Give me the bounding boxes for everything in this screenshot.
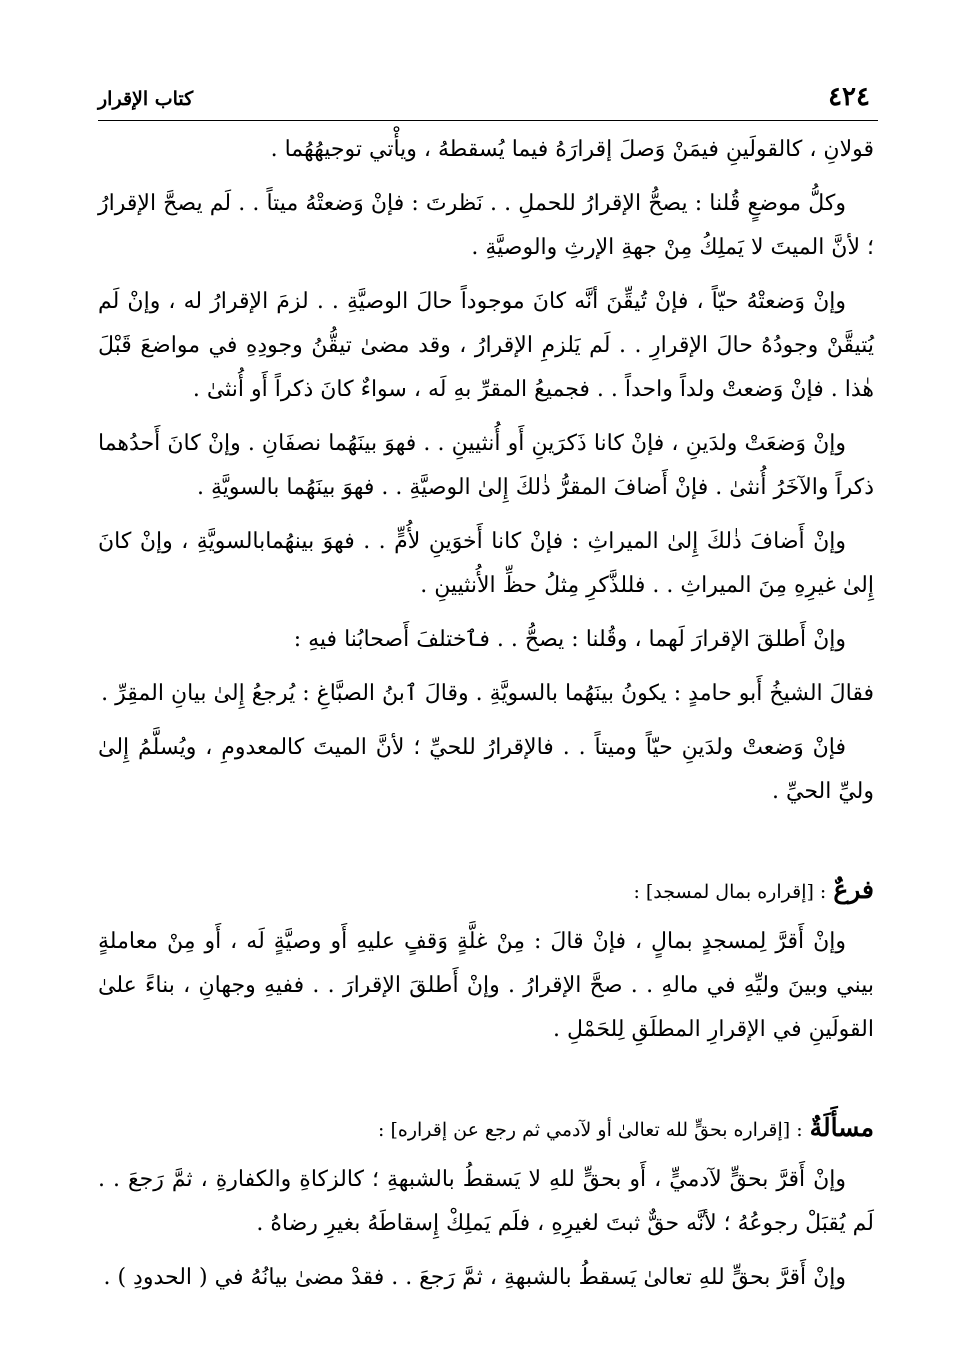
paragraph: وإنْ أَضافَ ذٰلكَ إِلىٰ الميراثِ : فإنْ كانا أَخوَينِ لأُمٍّ . . فهوَ بينهُمابالسويَّةِ ، وإنْ كانَ إِلىٰ غيرِهِ مِنَ الميراثِ . . فللذَّكرِ مِثلُ حظِّ الأُنثيينِ .: [98, 529, 874, 598]
paragraph: وإنْ أَطلقَ الإقرارَ لَهما ، وقُلنا : يصحُّ . . فٱختلفَ أَصحابُنا فيهِ :: [293, 627, 846, 652]
section-heading-issue: [98, 1106, 874, 1152]
section-spacer: [98, 824, 874, 868]
paragraph: وإنْ أَقرَّ لِمسجدٍ بمالٍ ، فإنْ قالَ : مِنْ غلَّةٍ وَقفٍ عليهِ أَو وصيَّةٍ لَه ، أَو مِنْ معاملةٍ بيني وبينَ وليِّهِ في مالهِ . . صحَّ الإقرارُ . وإنْ أَطلقَ الإقرارَ . . ففيهِ وجهانِ ، بناءً علىٰ القولَينِ في الإقرارِ المطلَقِ لِلحَمْلِ .: [98, 929, 874, 1042]
paragraph: فإنْ وَضعتْ ولدَينِ حيّاً وميتاً . . فالإقرارُ للحيِّ ؛ لأنَّ الميتَ كالمعدومِ ، ويُسلَّمُ إِلىٰ وليِّ الحيِّ .: [98, 735, 874, 804]
section-spacer: [98, 1062, 874, 1106]
section-label: مسأَلَةٌ: [809, 1113, 874, 1142]
page-number: ٤٢٤: [828, 82, 870, 112]
paragraph: وإنْ وَضعتْهُ حيّاً ، فإنْ تُيقِّنَ أنَّه كانَ موجوداً حالَ الوصيَّةِ . . لزمَ الإقرارُ له ، وإنْ لَم يُتيقَّنْ وجودُهُ حالَ الإقرارِ . . لَم يَلزمِ الإقرارُ ، وقد مضىٰ تيقُّنُ وجودِهِ في مواضعَ قَبْلَ هٰذا . فإنْ وَضعتْ ولداً واحداً . . فجميعُ المقرِّ بهِ لَه ، سواءٌ كانَ ذكراً أَو أُنثىٰ .: [98, 289, 874, 402]
section-heading-branch: [98, 868, 874, 914]
paragraph: وإنْ أَقرَّ بحقٍّ لآدميٍّ ، أَو بحقٍّ للهِ لا يَسقطُ بالشبهةِ ؛ كالزكاةِ والكفارةِ ، ثمَّ رَجعَ . . لَم يُقبَلْ رجوعُهُ ؛ لأنَّه حقٌّ ثبتَ لغيرِهِ ، فلَم يَملِكْ إِسقاطَهُ بغيرِ رضاهُ .: [98, 1167, 874, 1236]
paragraph: وكلُّ موضعٍ قُلنا : يصحُّ الإقرارُ للحملِ . . نَظرتَ : فإنْ وَضعتْهُ ميتاً . . لَم يصحَّ الإقرارُ ؛ لأنَّ الميتَ لا يَملِكُ مِنْ جهةِ الإرثِ والوصيَّةِ .: [98, 191, 874, 260]
page-body: [98, 128, 874, 1310]
paragraph: قولانِ ، كالقولَينِ فيمَنْ وَصلَ إقرارَهُ فيما يُسقطهُ ، ويأْتي توجيهُهُما .: [270, 137, 874, 162]
section-title: : [إقراره بمال لمسجد] :: [633, 881, 827, 903]
page-header: [98, 78, 878, 121]
paragraph: وإنْ وَضعَتْ ولدَينِ ، فإنْ كانا ذَكرَينِ أَو أُنثيينِ . . فهوَ بينَهُما نصفَانِ . وإنْ كانَ أَحدُهما ذكراً والآخَرُ أُنثىٰ . فإنْ أَضافَ المقرُّ ذٰلكَ إِلىٰ الوصيَّةِ . . فهوَ بينَهُما بالسويَّةِ .: [98, 431, 874, 500]
section-label: فرعٌ: [833, 875, 874, 904]
paragraph: فقالَ الشيخُ أَبو حامدٍ : يكونُ بينَهُما بالسويَّةِ . وقالَ ٱبنُ الصبَّاغِ : يُرجعُ إِلىٰ بيانِ المقِرِّ .: [101, 681, 874, 706]
running-title: كتاب الإقرار: [98, 88, 194, 110]
section-title: : [إقراره بحقٍّ لله تعالىٰ أو لآدمي ثم رجع عن إقراره] :: [378, 1119, 803, 1141]
paragraph: وإنْ أَقرَّ بحقٍّ للهِ تعالىٰ يَسقطُ بالشبهةِ ، ثمَّ رَجعَ . . فقدْ مضىٰ بيانُهُ في ( الحدودِ ) .: [103, 1265, 846, 1290]
